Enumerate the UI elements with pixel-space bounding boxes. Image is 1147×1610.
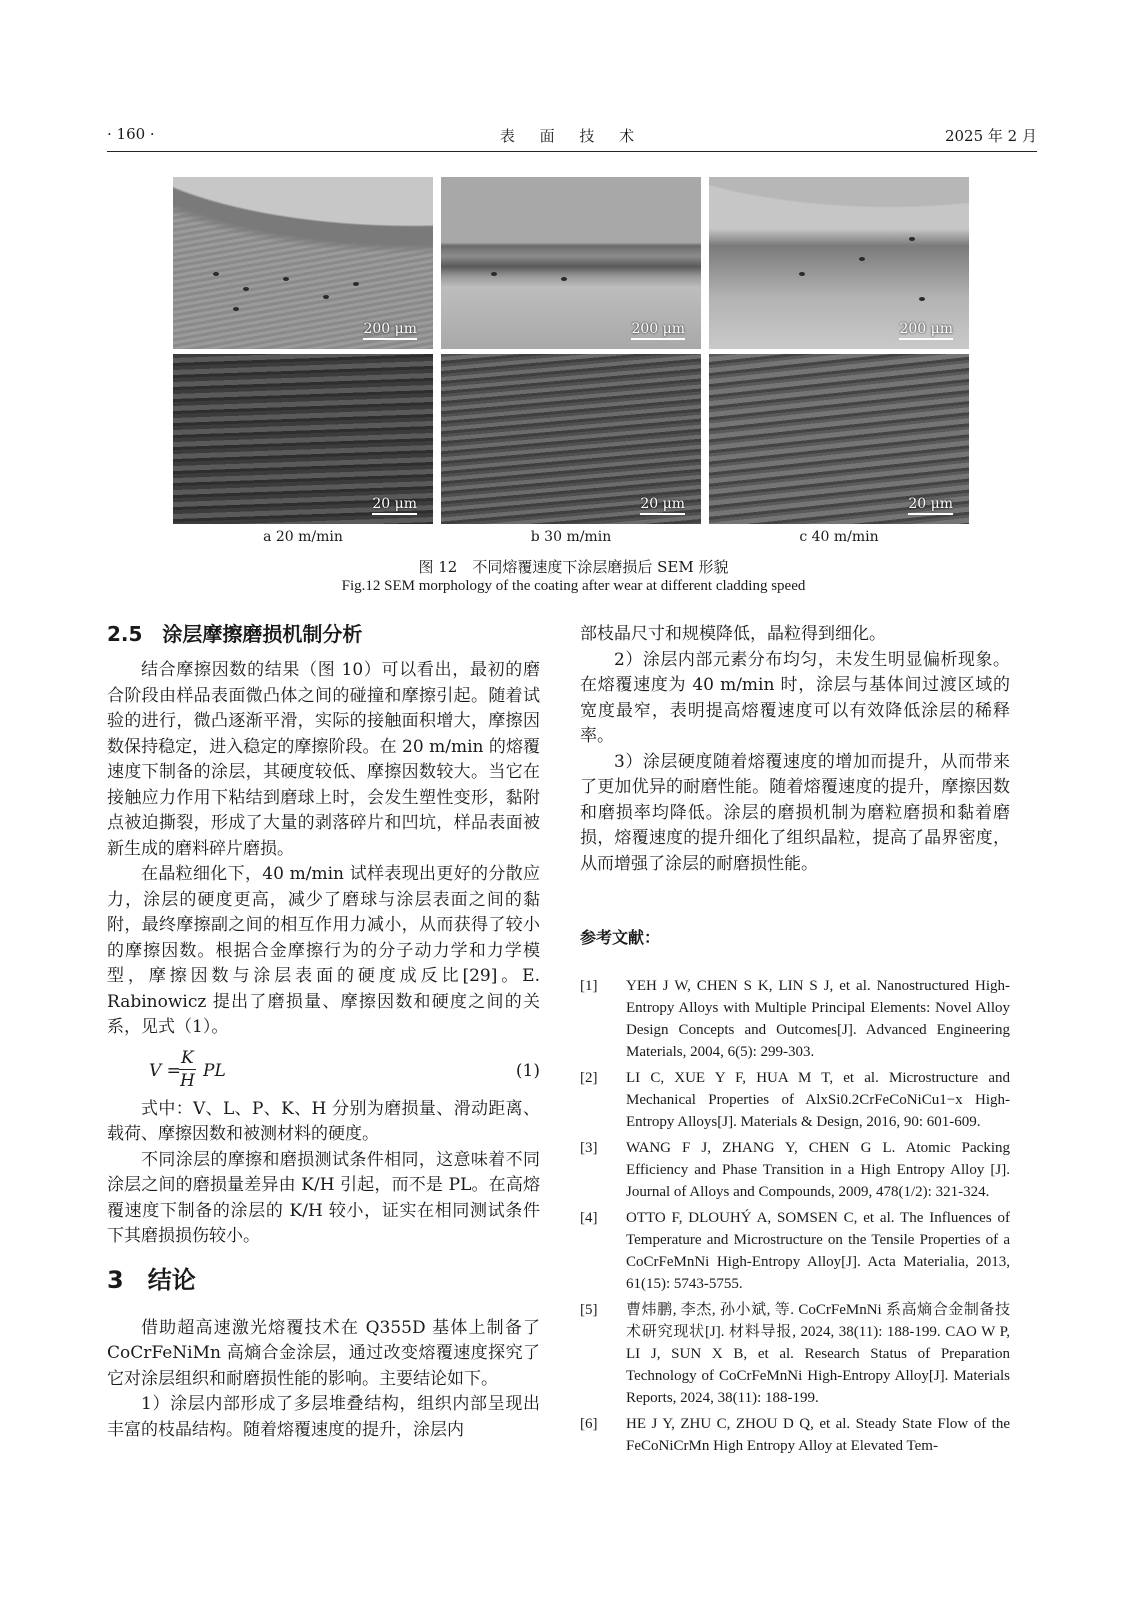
equation-numerator: K: [181, 1047, 194, 1068]
reference-item: [1] YEH J W, CHEN S K, LIN S J, et al. Nanostructured High-Entropy Alloys with Multiple Principal Elements: Novel Alloy Design Concepts and Outcomes[J]. Advanced Engineering Materials, 2004, 6(5): 299-303.: [580, 977, 1010, 1060]
equation-number: (1): [515, 1060, 540, 1081]
sem-row-high-mag: [173, 354, 973, 524]
paragraph: 结合摩擦因数的结果（图 10）可以看出，最初的磨合阶段由样品表面微凸体之间的碰撞和摩擦引起。随着试验的进行，微凸逐渐平滑，实际的接触面积增大，摩擦因数保持稳定，进入稳定的摩擦阶段。在 20 m/min 的熔覆速度下制备的涂层，其硬度较低、摩擦因数较大。当它在接触应力作用下粘结到磨球上时，会发生塑性变形，黏附点被迫撕裂，形成了大量的剥落碎片和凹坑，样品表面被新生成的磨料碎片磨损。: [107, 660, 540, 859]
scale-bar: 200 μm: [631, 321, 685, 337]
paragraph: 借助超高速激光熔覆技术在 Q355D 基体上制备了 CoCrFeNiMn 高熵合金涂层，通过改变熔覆速度探究了它对涂层组织和耐磨损性能的影响。主要结论如下。: [107, 1317, 540, 1389]
figure-caption-cn: 图 12 不同熔覆速度下涂层磨损后 SEM 形貌: [418, 558, 729, 576]
sem-row-low-mag: [173, 177, 973, 349]
left-column: [107, 622, 540, 1443]
issue-date: 2025 年 2 月: [944, 127, 1037, 145]
reference-item: [4] OTTO F, DLOUHÝ A, SOMSEN C, et al. The Influences of Temperature and Microstructure on the Tensile Properties of a CoCrFeMnNi High-Entropy Alloy[J]. Acta Materialia, 2013, 61(15): 5743-5755.: [580, 1209, 1010, 1292]
reference-item: [3] WANG F J, ZHANG Y, CHEN G L. Atomic Packing Efficiency and Phase Transition in a High Entropy Alloy [J]. Journal of Alloys and Compounds, 2009, 478(1/2): 321-324.: [580, 1139, 1010, 1200]
equation-1: [107, 1047, 540, 1095]
equation-denominator: H: [179, 1070, 195, 1091]
right-column: [580, 622, 1010, 1461]
scale-bar: 20 μm: [908, 496, 953, 512]
page-number: · 160 ·: [107, 125, 155, 143]
subfigure-label-c: c 40 m/min: [799, 529, 879, 545]
paragraph: 不同涂层的摩擦和磨损测试条件相同，这意味着不同涂层之间的磨损量差异由 K/H 引起，而不是 PL。在高熔覆速度下制备的涂层的 K/H 较小，证实在相同测试条件下其磨损损伤较小。: [107, 1149, 540, 1246]
figure-caption-en: Fig.12 SEM morphology of the coating after wear at different cladding speed: [341, 578, 806, 594]
reference-item: [5] 曹炜鹏, 李杰, 孙小斌, 等. CoCrFeMnNi 系高熵合金制备技术研究现状[J]. 材料导报, 2024, 38(11): 188-199. CAO W P, LI J, SUN X B, et al. Research Status of Preparation Technology of CoCrFeMnNi High-Entropy Alloy[J]. Materials Reports, 2024, 38(11): 188-199.: [580, 1301, 1010, 1406]
figure-12: [173, 177, 973, 545]
scale-bar: 200 μm: [899, 321, 953, 337]
reference-item: [2] LI C, XUE Y F, HUA M T, et al. Microstructure and Mechanical Properties of AlxSi0.2CrFeCoNiCu1−x High-Entropy Alloys[J]. Materials & Design, 2016, 90: 601-609.: [580, 1069, 1010, 1130]
reference-item: [6] HE J Y, ZHU C, ZHOU D Q, et al. Steady State Flow of the FeCoNiCrMn High Entropy Alloy at Elevated Tem-: [580, 1415, 1010, 1454]
scale-bar: 20 μm: [640, 496, 685, 512]
equation-rhs: PL: [203, 1060, 226, 1081]
sem-image-b-20um: [441, 354, 701, 524]
paragraph: 式中：V、L、P、K、H 分别为磨损量、滑动距离、载荷、摩擦因数和被测材料的硬度。: [107, 1098, 540, 1144]
equation-fraction: [179, 1047, 196, 1092]
section-heading-2-5: 2.5 涂层摩擦磨损机制分析: [107, 622, 363, 646]
references-heading: 参考文献：: [580, 928, 661, 947]
sem-image-c-20um: [709, 354, 969, 524]
running-header: [107, 125, 1037, 152]
scale-bar: 200 μm: [363, 321, 417, 337]
subfigure-label-b: b 30 m/min: [530, 529, 612, 545]
sem-image-c-200um: [709, 177, 969, 349]
paragraph: 1）涂层内部形成了多层堆叠结构，组织内部呈现出丰富的枝晶结构。随着熔覆速度的提升，涂层内: [107, 1394, 540, 1440]
journal-name: 表 面 技 术: [499, 127, 645, 145]
reference-list: [580, 975, 1010, 1457]
paragraph: 2）涂层内部元素分布均匀，未发生明显偏析现象。在熔覆速度为 40 m/min 时，涂层与基体间过渡区域的宽度最窄，表明提高熔覆速度可以有效降低涂层的稀释率。: [580, 649, 1010, 746]
sem-image-a-200um: [173, 177, 433, 349]
scale-bar: 20 μm: [372, 496, 417, 512]
paragraph: 3）涂层硬度随着熔覆速度的增加而提升，从而带来了更加优异的耐磨性能。随着熔覆速度的提升，摩擦因数和磨损率均降低。涂层的磨损机制为磨粒磨损和黏着磨损，熔覆速度的提升细化了组织晶粒，提高了晶界密度，从而增强了涂层的耐磨损性能。: [580, 751, 1010, 874]
sem-image-a-20um: [173, 354, 433, 524]
subfigure-labels: [173, 529, 973, 545]
subfigure-label-a: a 20 m/min: [263, 529, 343, 545]
section-heading-3: 3 结论: [107, 1265, 196, 1294]
paragraph: 部枝晶尺寸和规模降低，晶粒得到细化。: [580, 624, 886, 644]
sem-image-b-200um: [441, 177, 701, 349]
paragraph: 在晶粒细化下，40 m/min 试样表现出更好的分散应力，涂层的硬度更高，减少了磨球与涂层表面之间的黏附，最终摩擦副之间的相互作用力减小，从而获得了较小的摩擦因数。根据合金摩擦行为的分子动力学和力学模型，摩擦因数与涂层表面的硬度成反比[29]。E. Rabinowicz 提出了磨损量、摩擦因数和硬度之间的关系，见式（1）。: [107, 864, 540, 1037]
equation-lhs: V =: [149, 1060, 181, 1081]
